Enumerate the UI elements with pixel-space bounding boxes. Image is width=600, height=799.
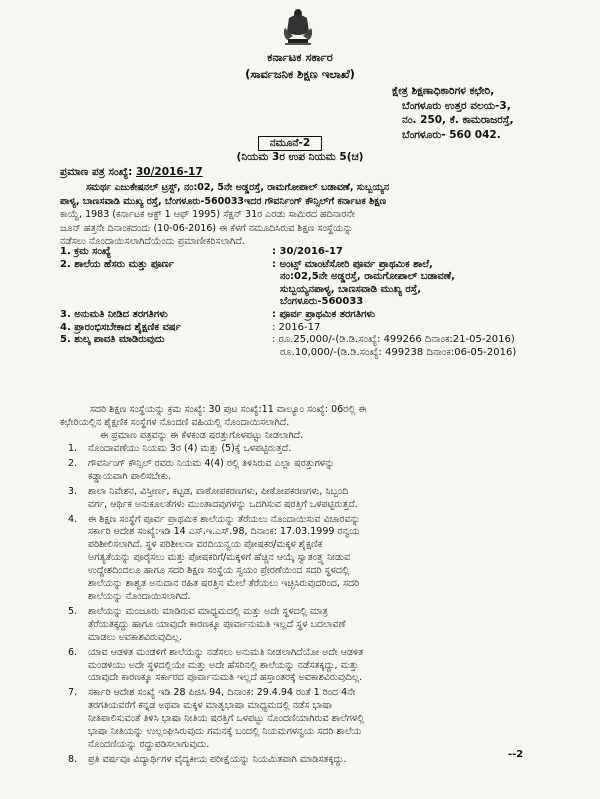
condition-item: [68, 647, 548, 686]
certificate-number: 30/2016-17: [135, 166, 203, 178]
condition-number: 7.: [68, 687, 78, 699]
year-label: 4. ಪ್ರಾರಂಭಿಸಬೇಕಾದ ಶೈಕ್ಷಣಿಕ ವರ್ಷ: [60, 321, 181, 333]
form-label: ನಮೂನೆ-2: [258, 136, 322, 151]
department-name: (ಸಾರ್ವಜನಿಕ ಶಿಕ್ಷಣ ಇಲಾಖೆ): [245, 67, 355, 81]
field-row: [60, 284, 560, 297]
conditions-list: [68, 443, 548, 769]
condition-number: 4.: [68, 513, 78, 525]
condition-line: ಶಾಲೆಯನ್ನು ಮಂಜೂರು ಮಾಡಿರುವ ಮಾಧ್ಯಮದಲ್ಲಿ ಮತ್ತು ಅದೇ ಸ್ಥಳದಲ್ಲಿ ಮಾತ್ರ: [88, 605, 328, 617]
field-row: [60, 296, 560, 309]
condition-item: [68, 606, 548, 645]
fee-label: 5. ಶುಲ್ಕ ಪಾವತಿ ಮಾಡಿರುವುದು: [60, 334, 165, 346]
condition-line: ಯಾವ ಆಡಳಿತ ಮಂಡಳಿಗೆ ಶಾಲೆಯನ್ನು ನಡೆಸಲು ಅನುಮತಿ ನೀಡಲಾಗಿದೆಯೋ ಅದೇ ಆಡಳಿತ: [88, 646, 364, 658]
condition-line: ಉದ್ದೇಶದಿಂದಲೂ ಹಾಗೂ ಸದರಿ ಶಿಕ್ಷಣ ಸಂಸ್ಥೆಯ ಸ್ವಯಂ ಪ್ರೇರಣೆಯಿಂದ ಸದರಿ ಸ್ಥಳದಲ್ಲಿ: [88, 565, 350, 577]
field-row: [60, 271, 560, 284]
intro-line: ಜೂನ್ ಹತ್ತನೇ ದಿನಾಂಕದಂದು (10-06-2016) ಈ ಕೆಳಗೆ ನಮೂದಿಸಿರುವ ಶಿಕ್ಷಣ ಸಂಸ್ಥೆಯನ್ನು: [60, 222, 353, 234]
condition-line: ನೊಂದಾವಣೆಯು ನಿಯಮ 3ರ (4) ಮತ್ತು (5)ಕ್ಕೆ ಒಳಪಟ್ಟಿರುತ್ತದೆ.: [88, 443, 292, 454]
intro-line: ನಡೆಸಲು ನೊಂದಾಯಿಸಲಾಗಿದೆಯೆಂದು ಪ್ರಮಾಣೀಕರಿಸಲಾಗಿದೆ.: [60, 236, 245, 248]
conditions-intro: ಈ ಪ್ರಮಾಣ ಪತ್ರವನ್ನು ಈ ಕೆಳಕಂಡ ಷರತ್ತುಗೊಳಪಟ್ಟು ನೀಡಲಾಗಿದೆ.: [100, 429, 304, 441]
field-row: [60, 347, 560, 360]
condition-line: ಯಾವುದೇ ಕಾರಣಕ್ಕೂ ಸರ್ಕಾರದ ಪೂರ್ವಾನುಮತಿ ಇಲ್ಲದೆ ಹಸ್ತಾಂತರಕ್ಕೆ ಅವಕಾಶವಿರುವುದಿಲ್ಲ.: [88, 672, 363, 684]
page-number: --2: [508, 749, 524, 760]
condition-line: ಈ ಶಿಕ್ಷಣ ಸಂಸ್ಥೆಗೆ ಪೂರ್ವ ಪ್ರಾಥಮಿಕ ಶಾಲೆಯನ್ನು ತೆರೆಯಲು ನೊಂದಾಯಿಸುವ ವಿಚಾರವನ್ನು: [88, 513, 361, 525]
intro-paragraph: [60, 181, 548, 249]
field-row: [60, 246, 560, 259]
condition-number: 1.: [68, 443, 78, 454]
condition-item: [68, 443, 548, 456]
condition-item: [68, 486, 548, 512]
condition-line: ಶಾಲಾ ನಿವೇಶನ, ವಿಸ್ತೀರ್ಣ, ಕಟ್ಟಡ, ಪಾಠೋಪಕರಣಗಳು, ಪೀಠೋಪಕರಣಗಳು, ಸಿಬ್ಬಂದಿ: [88, 485, 349, 497]
condition-line: ವರ್ಗ, ಆರ್ಥಿಕ ಅನುಕೂಲತೆಗಳು ಮುಂತಾದವುಗಳನ್ನು ಒದಗಿಸುವ ಷರತ್ತಿಗೆ ಒಳಪಟ್ಟಿರುತ್ತದೆ.: [88, 498, 358, 510]
serial-label: 1. ಕ್ರಮ ಸಂಖ್ಯೆ: [60, 246, 111, 257]
condition-line: ತರಗತಿಯವರೆಗೆ ಕನ್ನಡ ಅಥವಾ ಮಕ್ಕಳ ಮಾತೃಭಾಷಾ ಮಾಧ್ಯಮದಲ್ಲಿ ನಡೆಸ ಭಾಷಾ: [88, 700, 333, 712]
condition-number: 3.: [68, 485, 78, 497]
field-row: [60, 309, 560, 322]
condition-line: ಸರ್ಕಾರಿ ಆದೇಶ ಸಂಖ್ಯೆ ಇಡಿ 28 ಪಿಜಿಸಿ 94, ದಿನಾಂಕ: 29.4.94 ರಂತೆ 1 ರಿಂದ 4ನೇ: [88, 687, 356, 699]
address-line: ಬೆಂಗಳೂರು ಉತ್ತರ ವಲಯ-3,: [402, 99, 511, 112]
state-emblem-icon: [279, 6, 317, 46]
year-value: : 2016-17: [272, 321, 321, 333]
condition-item: [68, 754, 548, 767]
intro-line: ಪಾಳ್ಯ, ಬಾಣಸವಾಡಿ ಮುಖ್ಯ ರಸ್ತೆ, ಬೆಂಗಳೂರು-560033ಇದರ ಗೌವರ್ನಿಂಗ್ ಕೌನ್ಸಿಲ್‌ಗೆ ಕರ್ನಾಟಕ ಶಿಕ್ಷಣ: [60, 195, 387, 207]
certificate-label: ಪ್ರಮಾಣ ಪತ್ರ ಸಂಖ್ಯೆ:: [60, 166, 133, 178]
note-line: ಕಛೇರಿಯಲ್ಲಿನ ಶೈಕ್ಷಣಿಕ ಸಂಸ್ಥೆಗಳ ನೊಂದಣಿ ವಹಿಯಲ್ಲಿ ನೊಂದಾಯಿಸಲಾಗಿದೆ.: [60, 416, 290, 428]
field-row: [60, 259, 560, 272]
condition-item: [68, 514, 548, 604]
condition-line: ಭಾಷಾ ನೀತಿಯನ್ನು ಉಲ್ಲಂಘಿಸಿರುವುದು ಗಮನಕ್ಕೆ ಬಂದಲ್ಲಿ ನಿಯಮಗಳನ್ವಯ ಸದರಿ ಶಾಲೆಯ: [88, 726, 362, 738]
school-value-line: ಸುಬ್ಬಯ್ಯನಪಾಳ್ಯ, ಬಾಣಸವಾಡಿ ಮುಖ್ಯ ರಸ್ತೆ,: [280, 283, 422, 295]
fee-value-2: ರೂ.10,000/-(ಡಿ.ಡಿ.ಸಂಖ್ಯೆ: 499238 ದಿನಾಂಕ:06-05-2016): [280, 346, 517, 358]
government-title: ಕರ್ನಾಟಕ ಸರ್ಕಾರ: [267, 50, 333, 64]
address-line: ಬೆಂಗಳೂರು- 560 042.: [402, 128, 501, 141]
school-value-line: : ಅಂಟ್ಸ್ ಮಾಂಟೆಸೋರಿ ಪೂರ್ವ ಪ್ರಾಥಮಿಕ ಶಾಲೆ,: [272, 258, 433, 270]
intro-line: ಕಾಯ್ದೆ, 1983 (ಕರ್ನಾಟಕ ಆಕ್ಟ್ 1 ಆಫ್ 1995) ಸೆಕ್ಷನ್ 31ರ ಎರಡು ಸಾಮಿರದ ಹದಿನಾರನೇ: [60, 209, 355, 221]
serial-value: : 30/2016-17: [272, 246, 343, 257]
condition-line: ಪರಿಶೀಲಿಸಲಾಗಿದೆ. ಸ್ಥಳ ಪರಿಶೀಲನಾ ವರದಿಯನ್ವಯ ಪೋಷಕರ/ಮಕ್ಕಳ ಶೈಕ್ಷಣಿಕ: [88, 539, 323, 551]
condition-line: ನೀತಿಪಾಲಿಸುವಂತೆ ತಿಳಿಸಿ ಭಾಷಾ ನೀತಿಯ ಷರತ್ತಿಗೆ ಒಳಪಟ್ಟು ನೊಂದಣಿಯಾಗಿರುವ ಶಾಲೆಗಳಲ್ಲಿ: [88, 713, 365, 725]
address-line: ಕ್ಷೇತ್ರ ಶಿಕ್ಷಣಾಧಿಕಾರಿಗಳ ಕಛೇರಿ,: [392, 85, 495, 97]
rule-reference: (ನಿಯಮ 3ರ ಉಪ ನಿಯಮ 5(ಚ): [236, 151, 364, 163]
condition-line: ತೆರೆಯತಕ್ಕದ್ದು ಹಾಗೂ ಯಾವುದೇ ಕಾರಣಕ್ಕೂ ಪೂರ್ವಾನುಮತಿ ಇಲ್ಲದೆ ಸ್ಥಳ ಬದಲಾವಣೆ: [88, 618, 346, 630]
condition-line: ಕಡ್ಡಾಯವಾಗಿ ಪಾಲಿಸಬೇಕು.: [88, 470, 172, 482]
address-line: ನಂ. 250, ಕೆ. ಕಾಮರಾಜರಸ್ತೆ,: [402, 114, 514, 126]
fee-value-1: : ರೂ.25,000/-(ಡಿ.ಡಿ.ಸಂಖ್ಯೆ: 499266 ದಿನಾಂಕ:21-05-2016): [272, 334, 515, 346]
condition-line: ಗೌವರ್ನಿಂಗ್ ಕೌನ್ಸಿಲ್ ರವರು ನಿಯಮ 4(4) ರಲ್ಲಿ ತಿಳಿಸಿರುವ ಎಲ್ಲಾ ಷರತ್ತುಗಳನ್ನು: [88, 457, 335, 469]
classes-label: 3. ಅನುಮತಿ ನೀಡಿದ ತರಗತಿಗಳು: [60, 308, 168, 320]
school-details: [60, 246, 560, 359]
field-row: [60, 334, 560, 347]
condition-item: [68, 687, 548, 752]
intro-line: ಸಮರ್ಥ ಎಜುಕೇಷನಲ್ ಟ್ರಸ್ಟ್, ನಂ:02, 5ನೇ ಅಡ್ಡರಸ್ತೆ, ರಾಮಗೋಪಾಲ್ ಬಡಾವಣೆ, ಸುಬ್ಬಯ್ಯನ: [86, 182, 390, 193]
office-address: [392, 84, 514, 142]
condition-line: ಶಾಲೆಯನ್ನು ಶಾಶ್ವತ ಅನುದಾನ ರಹಿತ ಷರತ್ತಿನ ಮೇಲೆ ತೆರೆಯಲು ಇಚ್ಛಿಸಿರುವುದರಿಂದ, ಸದರಿ: [88, 578, 360, 590]
school-label: 2. ಶಾಲೆಯ ಹೆಸರು ಮತ್ತು ಪೂರ್ಣ: [60, 258, 174, 270]
note-line: ಸದರಿ ಶಿಕ್ಷಣ ಸಂಸ್ಥೆಯನ್ನು ಕ್ರಮ ಸಂಖ್ಯೆ: 30 ಪುಟ ಸಂಖ್ಯೆ:11 ವಾಲ್ಯೂಂ ಸಂಖ್ಯೆ: 06ರಲ್ಲಿ ಈ: [90, 404, 367, 415]
condition-number: 8.: [68, 753, 78, 765]
condition-line: ಮಾಡಲು ಅವಕಾಶವಿರುವುದಿಲ್ಲ.: [88, 631, 183, 643]
classes-value: : ಪೂರ್ವ ಪ್ರಾಥಮಿಕ ತರಗತಿಗಳು: [272, 308, 376, 320]
condition-line: ಪ್ರತಿ ವರ್ಷವೂ ವಿದ್ಯಾರ್ಥಿಗಳ ವೈದ್ಯಕೀಯ ಪರೀಕ್ಷೆಯನ್ನು ನಿಯಮಿತವಾಗಿ ಮಾಡಿಸತಕ್ಕದ್ದು.: [88, 753, 347, 765]
condition-item: [68, 458, 548, 484]
condition-line: ಸರ್ಕಾರಿ ಆದೇಶ ಸಂಖ್ಯೆ:ಇಡಿ 14 ಎಸ್.ಇ.ಎಸ್.98, ದಿನಾಂಕ: 17.03.1999 ರನ್ವಯ: [88, 526, 360, 538]
field-row: [60, 322, 560, 335]
certificate-number-line: [60, 166, 203, 179]
condition-line: ಶಾಲೆಯನ್ನು ನೊಂದಾಯಿಸಲಾಗಿದೆ.: [88, 590, 191, 602]
registration-note: [60, 404, 548, 443]
school-value-line: ಬೆಂಗಳೂರು-560033: [280, 296, 364, 308]
condition-line: ಅಗತ್ಯತೆಯನ್ನು ಪೂರೈಸಲು ಮತ್ತು ಪೋಷಕರಿಗೆ/ಮಕ್ಕಳಿಗೆ ಹೆಚ್ಚಿನ ಆಯ್ಕೆ ಸ್ವಾತಂತ್ರ್ಯ ನೀಡುವ: [88, 552, 351, 564]
condition-line: ನೊಂದಣಿಯನ್ನು ರದ್ದುಪಡಿಸಲಾಗುವುದು.: [88, 738, 210, 750]
condition-line: ಮಂಡಳಿಯು ಅದೇ ಸ್ಥಳದಲ್ಲಿಯೇ ಮತ್ತು ಅದೇ ಹೆಸರಿನಲ್ಲಿ ಶಾಲೆಯನ್ನು ನಡೆಸತಕ್ಕದ್ದು, ಮತ್ತು: [88, 659, 359, 671]
school-value-line: ನಂ:02,5ನೇ ಅಡ್ಡರಸ್ತೆ, ರಾಮಗೋಪಾಲ್ ಬಡಾವಣೆ,: [280, 271, 455, 283]
condition-number: 2.: [68, 457, 78, 469]
condition-number: 5.: [68, 605, 78, 617]
condition-number: 6.: [68, 646, 78, 658]
